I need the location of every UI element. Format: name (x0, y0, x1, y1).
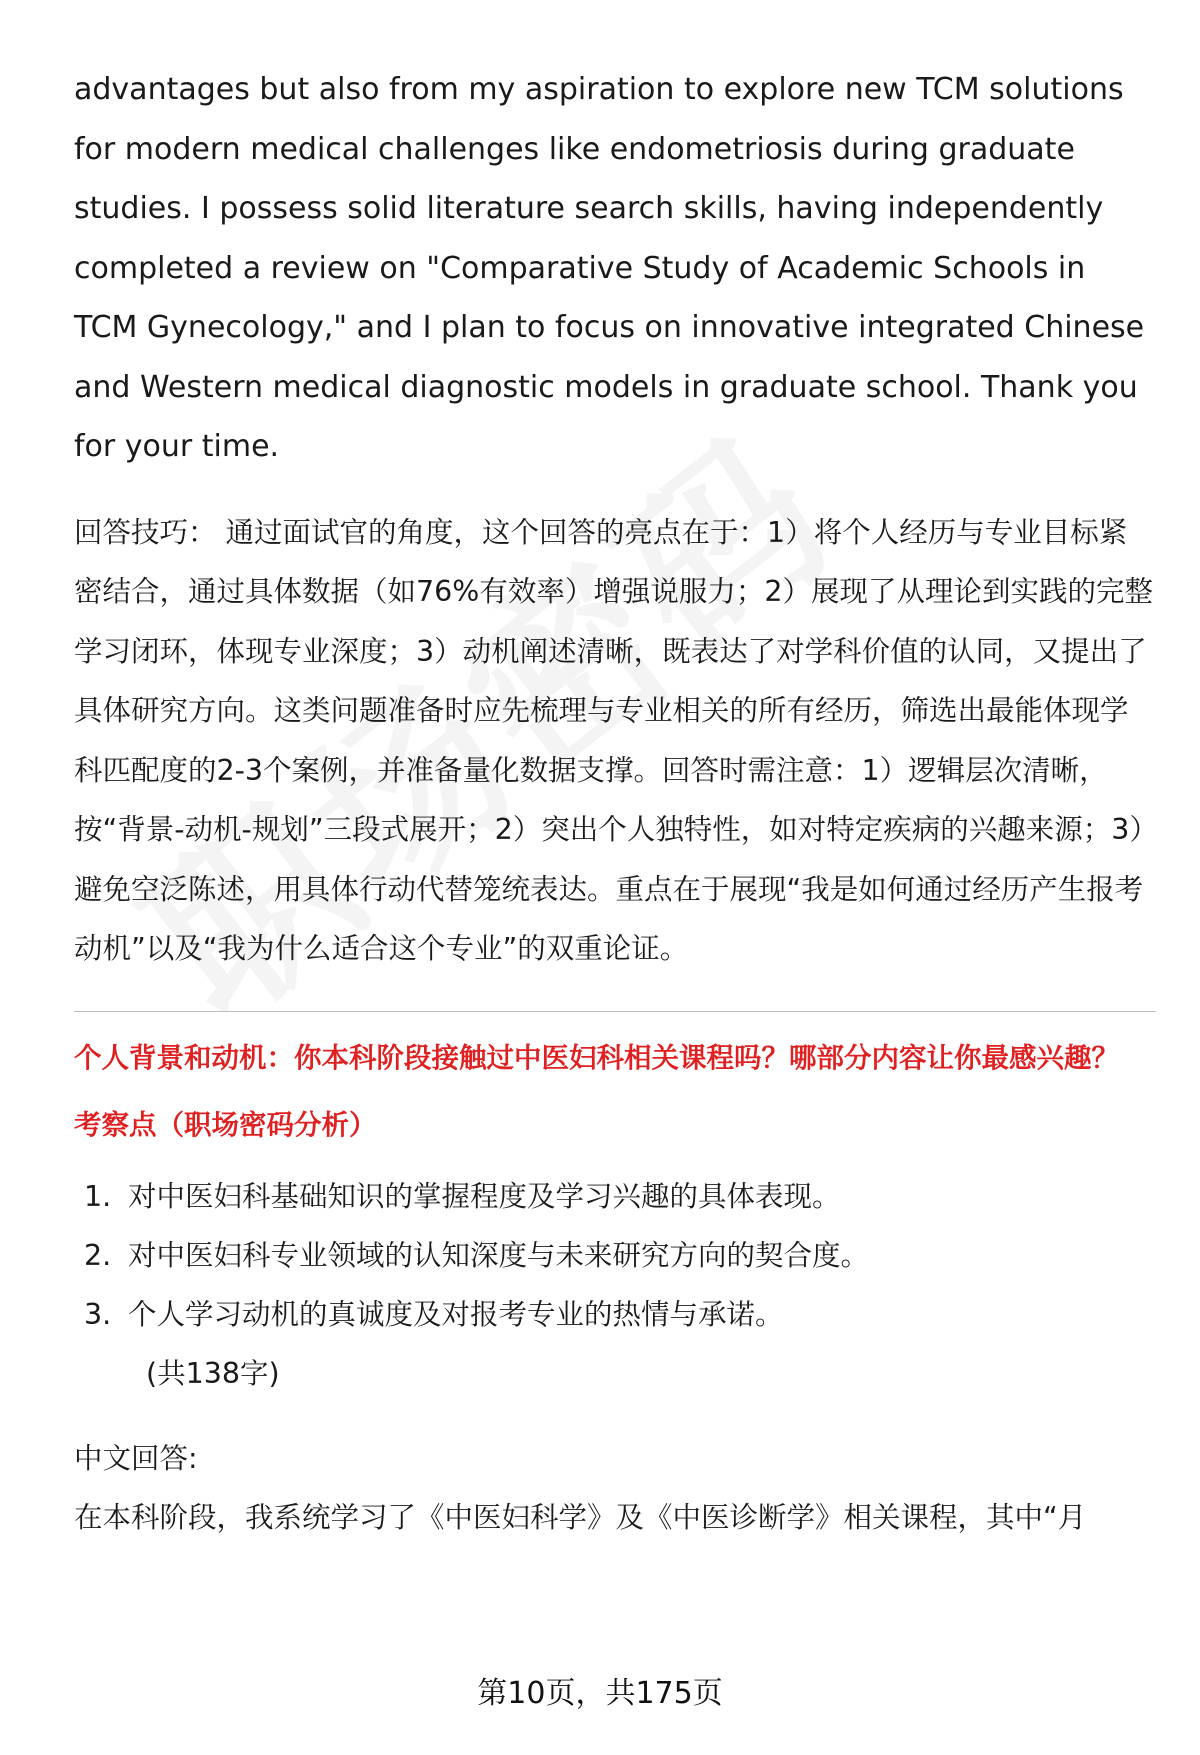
list-number: 1. (84, 1179, 112, 1213)
character-count: (共138字) (146, 1356, 280, 1390)
list-item (74, 1226, 1154, 1285)
question-heading: 个人背景和动机：你本科阶段接触过中医妇科相关课程吗？哪部分内容让你最感兴趣？ (74, 1041, 1119, 1074)
section-divider (74, 1011, 1156, 1012)
chinese-answer-text: 在本科阶段，我系统学习了《中医妇科学》及《中医诊断学》相关课程，其中“月 (74, 1500, 1087, 1534)
english-answer-paragraph: advantages but also from my aspiration to explore new TCM solutions for modern medical challenges like endometriosis during graduate studies. I possess solid literature search skills, having independently completed a review on "Comparative Study of Academic Schools in TCM Gynecology," and I plan to focus on innovative integrated Chinese and Western medical diagnostic models in graduate school. Thank you for your time. (74, 72, 1145, 464)
list-item (74, 1285, 1154, 1344)
chinese-answer-label: 中文回答: (74, 1441, 198, 1475)
answer-tips-paragraph: 回答技巧： 通过面试官的角度，这个回答的亮点在于：1）将个人经历与专业目标紧密结合，通过具体数据（如76%有效率）增强说服力；2）展现了从理论到实践的完整学习闭环，体现专业深度；3）动机阐述清晰，既表达了对学科价值的认同，又提出了具体研究方向。这类问题准备时应先梳理与专业相关的所有经历，筛选出最能体现学科匹配度的2-3个案例，并准备量化数据支撑。回答时需注意：1）逻辑层次清晰，按“背景-动机-规划”三段式展开；2）突出个人独特性，如对特定疾病的兴趣来源；3）避免空泛陈述，用具体行动代替笼统表达。重点在于展现“我是如何通过经历产生报考动机”以及“我为什么适合这个专业”的双重论证。 (74, 515, 1153, 965)
page-content (74, 60, 1154, 1547)
list-item-text: 对中医妇科专业领域的认知深度与未来研究方向的契合度。 (128, 1238, 870, 1272)
list-number: 2. (84, 1238, 112, 1272)
list-item-text: 对中医妇科基础知识的掌握程度及学习兴趣的具体表现。 (128, 1179, 841, 1213)
list-number: 3. (84, 1297, 112, 1331)
analysis-points-list (74, 1167, 1154, 1344)
analysis-heading: 考察点（职场密码分析） (74, 1108, 377, 1141)
list-item (74, 1167, 1154, 1226)
list-item-text: 个人学习动机的真诚度及对报考专业的热情与承诺。 (128, 1297, 784, 1331)
page-footer: 第10页，共175页 (477, 1676, 723, 1711)
